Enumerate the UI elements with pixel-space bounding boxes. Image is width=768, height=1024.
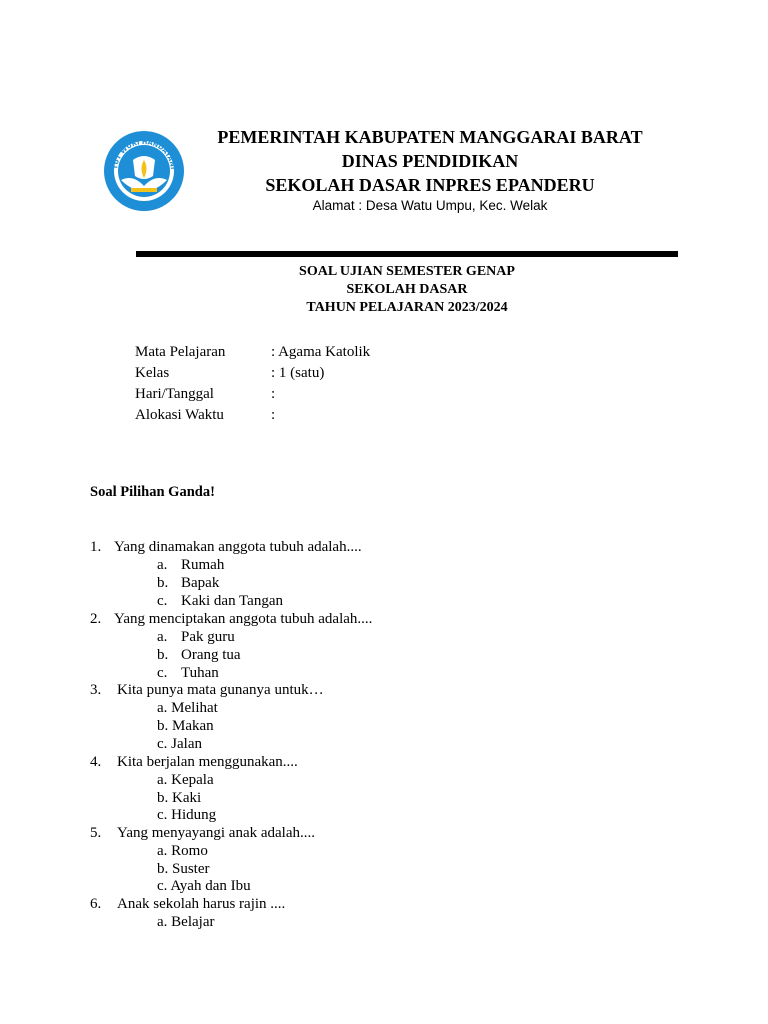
option-text: b. Makan <box>157 718 214 734</box>
option-text: Tuhan <box>181 665 219 681</box>
info-value-subject: : Agama Katolik <box>271 344 371 360</box>
option-text: a. Kepala <box>157 772 214 788</box>
section-title: Soal Pilihan Ganda! <box>90 484 215 500</box>
option-text: Pak guru <box>181 629 235 645</box>
info-label-time: Alokasi Waktu <box>135 407 224 423</box>
option-text: Kaki dan Tangan <box>181 593 283 609</box>
question-number: 4. <box>90 754 102 770</box>
school-address: Alamat : Desa Watu Umpu, Kec. Welak <box>312 198 548 213</box>
question-text: Kita berjalan menggunakan.... <box>117 754 298 770</box>
header-line-3: SEKOLAH DASAR INPRES EPANDERU <box>265 175 595 195</box>
exam-title-1: SOAL UJIAN SEMESTER GENAP <box>299 264 515 279</box>
school-logo <box>103 130 185 212</box>
exam-title-3: TAHUN PELAJARAN 2023/2024 <box>306 300 508 315</box>
option-text: c. Jalan <box>157 736 202 752</box>
question-text: Yang dinamakan anggota tubuh adalah.... <box>114 539 362 555</box>
question-text: Anak sekolah harus rajin .... <box>117 896 286 912</box>
question-number: 6. <box>90 896 102 912</box>
option-text: b. Kaki <box>157 790 202 806</box>
option-text: b. Suster <box>157 861 210 877</box>
question-text: Yang menciptakan anggota tubuh adalah.... <box>114 611 373 627</box>
info-label-date: Hari/Tanggal <box>135 386 214 402</box>
option-letter: a. <box>157 629 168 645</box>
exam-title-2: SEKOLAH DASAR <box>346 282 468 297</box>
question-text: Yang menyayangi anak adalah.... <box>117 825 316 841</box>
info-value-date: : <box>271 386 276 402</box>
option-text: c. Ayah dan Ibu <box>157 878 251 894</box>
option-text: a. Belajar <box>157 914 215 930</box>
option-text: Rumah <box>181 557 225 573</box>
header-divider <box>136 251 678 257</box>
option-text: c. Hidung <box>157 807 217 823</box>
question-text: Kita punya mata gunanya untuk… <box>117 682 324 698</box>
question-number: 1. <box>90 539 102 555</box>
option-text: Bapak <box>181 575 220 591</box>
info-label-subject: Mata Pelajaran <box>135 344 226 360</box>
info-value-time: : <box>271 407 276 423</box>
option-letter: c. <box>157 593 168 609</box>
option-letter: b. <box>157 647 169 663</box>
option-letter: c. <box>157 665 168 681</box>
question-number: 5. <box>90 825 102 841</box>
option-letter: b. <box>157 575 169 591</box>
question-number: 2. <box>90 611 102 627</box>
option-text: a. Melihat <box>157 700 218 716</box>
info-value-class: : 1 (satu) <box>271 365 325 381</box>
info-label-class: Kelas <box>135 365 170 381</box>
option-text: a. Romo <box>157 843 208 859</box>
header-line-2: DINAS PENDIDIKAN <box>341 151 519 171</box>
question-number: 3. <box>90 682 102 698</box>
option-text: Orang tua <box>181 647 241 663</box>
svg-text:TUT WURI HANDAYANI: TUT WURI HANDAYANI <box>111 137 177 170</box>
option-letter: a. <box>157 557 168 573</box>
header-line-1: PEMERINTAH KABUPATEN MANGGARAI BARAT <box>217 127 643 147</box>
